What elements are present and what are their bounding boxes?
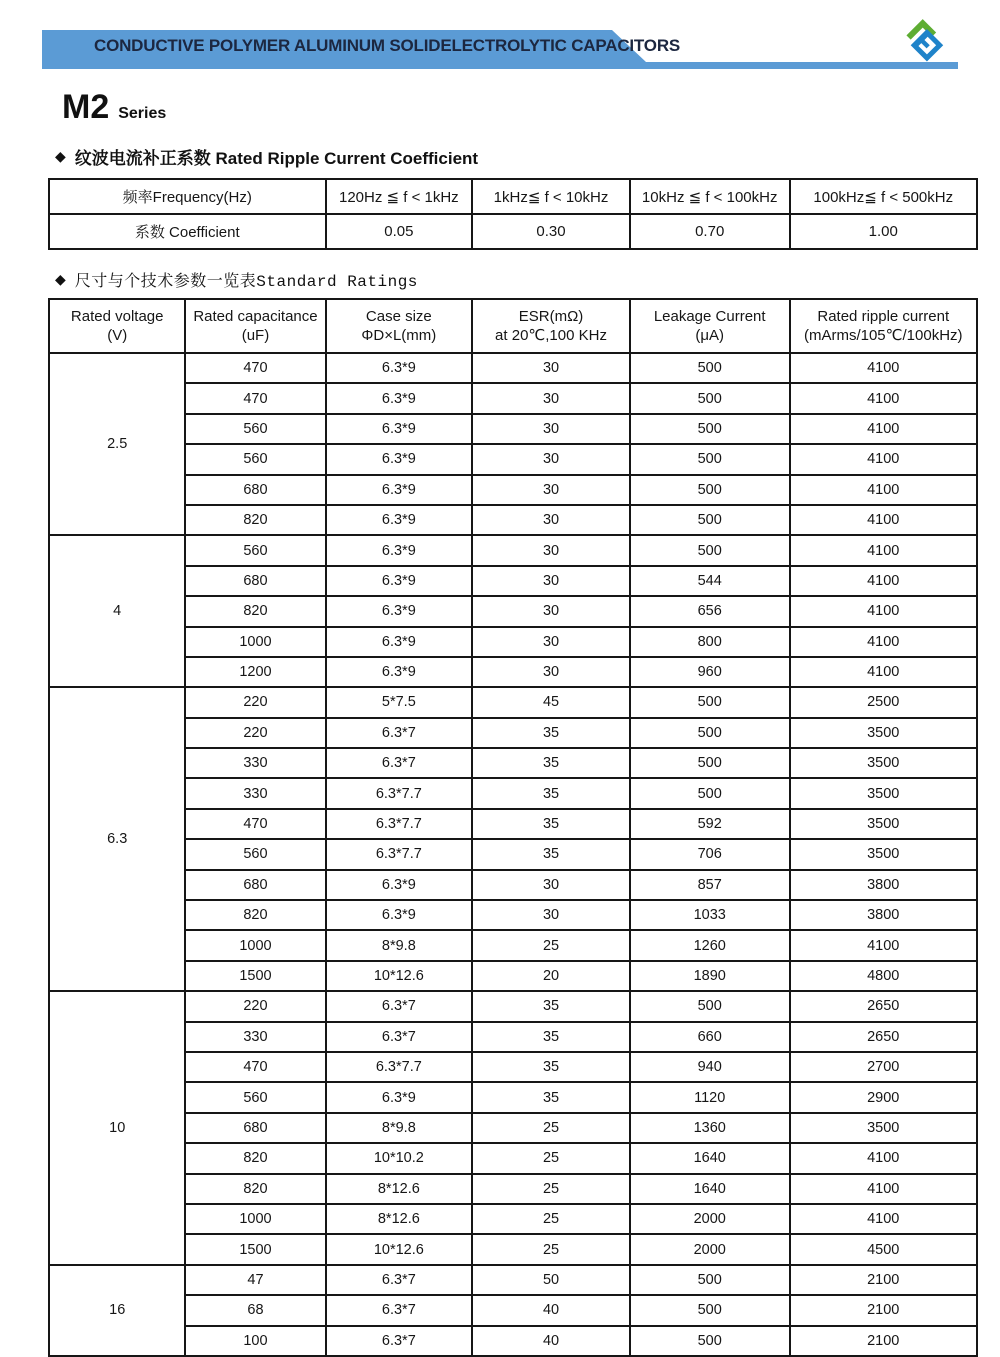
leakage-current-header <box>630 299 790 353</box>
leakage-current-cell: 592 <box>630 809 790 839</box>
esr-cell: 30 <box>472 870 630 900</box>
esr-cell: 30 <box>472 475 630 505</box>
case-size-cell: 6.3*9 <box>326 535 473 565</box>
coefficient-value-cell: 0.05 <box>326 214 473 249</box>
case-size-cell: 10*12.6 <box>326 1234 473 1264</box>
leakage-current-cell: 1890 <box>630 961 790 991</box>
case-size-cell: 6.3*9 <box>326 475 473 505</box>
leakage-current-cell: 660 <box>630 1022 790 1052</box>
section-standard-ratings-title <box>55 268 1000 291</box>
ratings-row <box>49 444 977 474</box>
ripple-current-cell: 4800 <box>790 961 978 991</box>
coefficient-value-cell: 1.00 <box>790 214 978 249</box>
ratings-row <box>49 718 977 748</box>
esr-cell: 25 <box>472 1204 630 1234</box>
header-line1: Leakage Current <box>653 307 766 325</box>
esr-cell: 30 <box>472 596 630 626</box>
ratings-row <box>49 1326 977 1356</box>
ripple-current-cell: 3500 <box>790 778 978 808</box>
ripple-current-cell: 4100 <box>790 444 978 474</box>
diamond-bullet-icon: ◆ <box>55 148 66 164</box>
leakage-current-cell: 1360 <box>630 1113 790 1143</box>
ratings-row <box>49 1143 977 1173</box>
case-size-cell: 8*12.6 <box>326 1204 473 1234</box>
header-line1: ESR(mΩ) <box>518 307 584 325</box>
ripple-current-cell: 3500 <box>790 809 978 839</box>
capacitance-cell: 470 <box>185 1052 325 1082</box>
ratings-row <box>49 778 977 808</box>
case-size-cell: 6.3*7 <box>326 1295 473 1325</box>
ripple-current-cell: 4100 <box>790 566 978 596</box>
ratings-row <box>49 839 977 869</box>
leakage-current-cell: 1260 <box>630 930 790 960</box>
leakage-current-cell: 2000 <box>630 1204 790 1234</box>
leakage-current-cell: 500 <box>630 535 790 565</box>
esr-cell: 30 <box>472 505 630 535</box>
capacitance-cell: 680 <box>185 870 325 900</box>
leakage-current-cell: 500 <box>630 687 790 717</box>
header-line1: Rated capacitance <box>193 307 318 325</box>
leakage-current-cell: 500 <box>630 1265 790 1295</box>
capacitance-cell: 220 <box>185 718 325 748</box>
ratings-row <box>49 900 977 930</box>
series-title <box>62 90 1000 124</box>
coefficient-value-cell: 0.70 <box>630 214 790 249</box>
case-size-cell: 6.3*9 <box>326 383 473 413</box>
capacitance-cell: 68 <box>185 1295 325 1325</box>
capacitance-cell: 560 <box>185 414 325 444</box>
section-title-text: 尺寸与个技术参数一览表Standard Ratings <box>74 273 418 291</box>
ripple-current-cell: 4100 <box>790 353 978 383</box>
leakage-current-cell: 500 <box>630 383 790 413</box>
capacitance-cell: 560 <box>185 1082 325 1112</box>
case-size-cell: 6.3*9 <box>326 627 473 657</box>
esr-header <box>472 299 630 353</box>
esr-cell: 35 <box>472 1082 630 1112</box>
ratings-row <box>49 748 977 778</box>
ripple-current-cell: 4100 <box>790 1143 978 1173</box>
ratings-row <box>49 657 977 687</box>
capacitance-cell: 220 <box>185 991 325 1021</box>
capacitance-cell: 100 <box>185 1326 325 1356</box>
header-line2: ΦD×L(mm) <box>361 327 437 344</box>
leakage-current-cell: 500 <box>630 414 790 444</box>
capacitance-cell: 470 <box>185 809 325 839</box>
capacitance-cell: 820 <box>185 505 325 535</box>
case-size-cell: 6.3*7.7 <box>326 839 473 869</box>
esr-cell: 45 <box>472 687 630 717</box>
ratings-row <box>49 809 977 839</box>
ratings-row <box>49 1204 977 1234</box>
ripple-current-cell: 4100 <box>790 535 978 565</box>
capacitance-cell: 1500 <box>185 1234 325 1264</box>
esr-cell: 30 <box>472 627 630 657</box>
ratings-row <box>49 991 977 1021</box>
ripple-current-cell: 4100 <box>790 930 978 960</box>
esr-cell: 35 <box>472 778 630 808</box>
case-size-cell: 5*7.5 <box>326 687 473 717</box>
company-logo-icon <box>897 18 951 66</box>
frequency-range-cell: 10kHz ≦ f < 100kHz <box>630 179 790 214</box>
ratings-row <box>49 627 977 657</box>
ripple-current-cell: 2650 <box>790 991 978 1021</box>
esr-cell: 40 <box>472 1326 630 1356</box>
esr-cell: 35 <box>472 809 630 839</box>
capacitance-cell: 680 <box>185 475 325 505</box>
esr-cell: 35 <box>472 1022 630 1052</box>
leakage-current-cell: 940 <box>630 1052 790 1082</box>
case-size-cell: 6.3*7 <box>326 718 473 748</box>
ratings-row <box>49 535 977 565</box>
ratings-row <box>49 414 977 444</box>
capacitance-cell: 470 <box>185 353 325 383</box>
series-suffix: Series <box>118 105 167 122</box>
ripple-current-cell: 2100 <box>790 1265 978 1295</box>
case-size-cell: 6.3*7 <box>326 748 473 778</box>
ripple-current-cell: 4100 <box>790 1204 978 1234</box>
capacitance-cell: 1500 <box>185 961 325 991</box>
leakage-current-cell: 1640 <box>630 1143 790 1173</box>
esr-cell: 30 <box>472 353 630 383</box>
leakage-current-cell: 2000 <box>630 1234 790 1264</box>
header-line2: (uF) <box>241 327 270 344</box>
esr-cell: 20 <box>472 961 630 991</box>
esr-cell: 50 <box>472 1265 630 1295</box>
case-size-cell: 8*9.8 <box>326 1113 473 1143</box>
capacitance-cell: 1000 <box>185 627 325 657</box>
coefficient-table-row <box>49 179 977 214</box>
esr-cell: 25 <box>472 1174 630 1204</box>
capacitance-cell: 220 <box>185 687 325 717</box>
ratings-row <box>49 1174 977 1204</box>
ripple-current-cell: 2650 <box>790 1022 978 1052</box>
ripple-coefficient-table <box>48 178 978 250</box>
case-size-cell: 8*9.8 <box>326 930 473 960</box>
case-size-cell: 6.3*9 <box>326 900 473 930</box>
page-header <box>0 0 1000 80</box>
esr-cell: 30 <box>472 657 630 687</box>
capacitance-cell: 470 <box>185 383 325 413</box>
esr-cell: 30 <box>472 566 630 596</box>
case-size-cell: 6.3*9 <box>326 566 473 596</box>
esr-cell: 30 <box>472 444 630 474</box>
case-size-header <box>326 299 473 353</box>
case-size-cell: 8*12.6 <box>326 1174 473 1204</box>
section-ripple-coefficient-title <box>55 144 1000 169</box>
case-size-cell: 10*12.6 <box>326 961 473 991</box>
ratings-row <box>49 1265 977 1295</box>
ratings-row <box>49 1295 977 1325</box>
ratings-row <box>49 687 977 717</box>
capacitance-cell: 820 <box>185 596 325 626</box>
header-line2: (μA) <box>695 327 725 344</box>
capacitance-cell: 560 <box>185 444 325 474</box>
ripple-current-cell: 4100 <box>790 596 978 626</box>
esr-cell: 25 <box>472 1143 630 1173</box>
voltage-cell: 4 <box>49 535 185 687</box>
leakage-current-cell: 656 <box>630 596 790 626</box>
esr-cell: 25 <box>472 930 630 960</box>
capacitance-cell: 680 <box>185 1113 325 1143</box>
frequency-label-cell: 频率Frequency(Hz) <box>49 179 326 214</box>
esr-cell: 30 <box>472 900 630 930</box>
ripple-current-header <box>790 299 978 353</box>
case-size-cell: 6.3*9 <box>326 657 473 687</box>
capacitance-cell: 820 <box>185 900 325 930</box>
coefficient-table-row <box>49 214 977 249</box>
ripple-current-cell: 3500 <box>790 748 978 778</box>
esr-cell: 30 <box>472 535 630 565</box>
ripple-current-cell: 4100 <box>790 657 978 687</box>
ratings-row <box>49 961 977 991</box>
rated-capacitance-header <box>185 299 325 353</box>
leakage-current-cell: 500 <box>630 475 790 505</box>
case-size-cell: 6.3*9 <box>326 414 473 444</box>
leakage-current-cell: 800 <box>630 627 790 657</box>
coefficient-label-cell: 系数 Coefficient <box>49 214 326 249</box>
case-size-cell: 6.3*7.7 <box>326 1052 473 1082</box>
capacitance-cell: 1200 <box>185 657 325 687</box>
case-size-cell: 6.3*7 <box>326 1265 473 1295</box>
case-size-cell: 6.3*9 <box>326 596 473 626</box>
ratings-row <box>49 1082 977 1112</box>
esr-cell: 35 <box>472 748 630 778</box>
series-name: M2 <box>62 88 110 126</box>
case-size-cell: 6.3*9 <box>326 353 473 383</box>
banner-title: CONDUCTIVE POLYMER ALUMINUM SOLIDELECTROLYTIC CAPACITORS <box>94 36 681 55</box>
ratings-row <box>49 1052 977 1082</box>
leakage-current-cell: 500 <box>630 718 790 748</box>
ripple-current-cell: 2700 <box>790 1052 978 1082</box>
voltage-cell: 10 <box>49 991 185 1265</box>
esr-cell: 35 <box>472 1052 630 1082</box>
capacitance-cell: 820 <box>185 1143 325 1173</box>
leakage-current-cell: 857 <box>630 870 790 900</box>
voltage-cell: 6.3 <box>49 687 185 991</box>
leakage-current-cell: 1640 <box>630 1174 790 1204</box>
leakage-current-cell: 500 <box>630 505 790 535</box>
rated-voltage-header <box>49 299 185 353</box>
leakage-current-cell: 500 <box>630 1326 790 1356</box>
coefficient-value-cell: 0.30 <box>472 214 630 249</box>
frequency-range-cell: 1kHz≦ f < 10kHz <box>472 179 630 214</box>
leakage-current-cell: 1120 <box>630 1082 790 1112</box>
esr-cell: 25 <box>472 1234 630 1264</box>
leakage-current-cell: 706 <box>630 839 790 869</box>
leakage-current-cell: 500 <box>630 444 790 474</box>
header-line1: Rated voltage <box>70 307 164 325</box>
case-size-cell: 6.3*9 <box>326 870 473 900</box>
case-size-cell: 6.3*7 <box>326 1022 473 1052</box>
leakage-current-cell: 1033 <box>630 900 790 930</box>
esr-cell: 30 <box>472 383 630 413</box>
case-size-cell: 6.3*7.7 <box>326 809 473 839</box>
ratings-row <box>49 596 977 626</box>
ripple-current-cell: 4100 <box>790 383 978 413</box>
capacitance-cell: 47 <box>185 1265 325 1295</box>
ripple-current-cell: 4500 <box>790 1234 978 1264</box>
ratings-header-row <box>49 299 977 353</box>
ratings-row <box>49 566 977 596</box>
case-size-cell: 6.3*7 <box>326 991 473 1021</box>
ripple-current-cell: 2900 <box>790 1082 978 1112</box>
capacitance-cell: 560 <box>185 839 325 869</box>
leakage-current-cell: 544 <box>630 566 790 596</box>
esr-cell: 35 <box>472 718 630 748</box>
ratings-row <box>49 1022 977 1052</box>
ratings-row <box>49 383 977 413</box>
case-size-cell: 6.3*9 <box>326 505 473 535</box>
case-size-cell: 10*10.2 <box>326 1143 473 1173</box>
esr-cell: 30 <box>472 414 630 444</box>
leakage-current-cell: 500 <box>630 991 790 1021</box>
section-title-text: 纹波电流补正系数 Rated Ripple Current Coefficient <box>74 149 479 168</box>
ratings-row <box>49 1113 977 1143</box>
ripple-current-cell: 2100 <box>790 1326 978 1356</box>
case-size-cell: 6.3*7 <box>326 1326 473 1356</box>
capacitance-cell: 1000 <box>185 1204 325 1234</box>
ratings-row <box>49 1234 977 1264</box>
esr-cell: 35 <box>472 991 630 1021</box>
leakage-current-cell: 500 <box>630 1295 790 1325</box>
leakage-current-cell: 500 <box>630 353 790 383</box>
voltage-cell: 16 <box>49 1265 185 1356</box>
standard-ratings-table <box>48 298 978 1357</box>
case-size-cell: 6.3*9 <box>326 444 473 474</box>
leakage-current-cell: 500 <box>630 748 790 778</box>
ripple-current-cell: 4100 <box>790 1174 978 1204</box>
capacitance-cell: 680 <box>185 566 325 596</box>
leakage-current-cell: 500 <box>630 778 790 808</box>
capacitance-cell: 330 <box>185 778 325 808</box>
capacitance-cell: 330 <box>185 748 325 778</box>
ripple-current-cell: 3500 <box>790 839 978 869</box>
esr-cell: 25 <box>472 1113 630 1143</box>
esr-cell: 35 <box>472 839 630 869</box>
voltage-cell: 2.5 <box>49 353 185 535</box>
header-line2: at 20℃,100 KHz <box>495 327 607 344</box>
header-line1: Case size <box>365 307 432 325</box>
ripple-current-cell: 3800 <box>790 900 978 930</box>
diamond-bullet-icon: ◆ <box>55 271 66 287</box>
frequency-range-cell: 120Hz ≦ f < 1kHz <box>326 179 473 214</box>
ripple-current-cell: 4100 <box>790 505 978 535</box>
ripple-current-cell: 3800 <box>790 870 978 900</box>
case-size-cell: 6.3*7.7 <box>326 778 473 808</box>
header-line2: (V) <box>107 327 128 344</box>
header-line2: (mArms/105℃/100kHz) <box>803 327 963 344</box>
ratings-row <box>49 353 977 383</box>
leakage-current-cell: 960 <box>630 657 790 687</box>
ripple-current-cell: 2500 <box>790 687 978 717</box>
ratings-row <box>49 930 977 960</box>
frequency-range-cell: 100kHz≦ f < 500kHz <box>790 179 978 214</box>
ripple-current-cell: 3500 <box>790 1113 978 1143</box>
ratings-row <box>49 505 977 535</box>
header-line1: Rated ripple current <box>817 307 950 325</box>
capacitance-cell: 560 <box>185 535 325 565</box>
ripple-current-cell: 4100 <box>790 414 978 444</box>
ripple-current-cell: 4100 <box>790 475 978 505</box>
ratings-row <box>49 475 977 505</box>
ripple-current-cell: 2100 <box>790 1295 978 1325</box>
case-size-cell: 6.3*9 <box>326 1082 473 1112</box>
ripple-current-cell: 4100 <box>790 627 978 657</box>
capacitance-cell: 820 <box>185 1174 325 1204</box>
capacitance-cell: 330 <box>185 1022 325 1052</box>
ratings-row <box>49 870 977 900</box>
ripple-current-cell: 3500 <box>790 718 978 748</box>
esr-cell: 40 <box>472 1295 630 1325</box>
capacitance-cell: 1000 <box>185 930 325 960</box>
